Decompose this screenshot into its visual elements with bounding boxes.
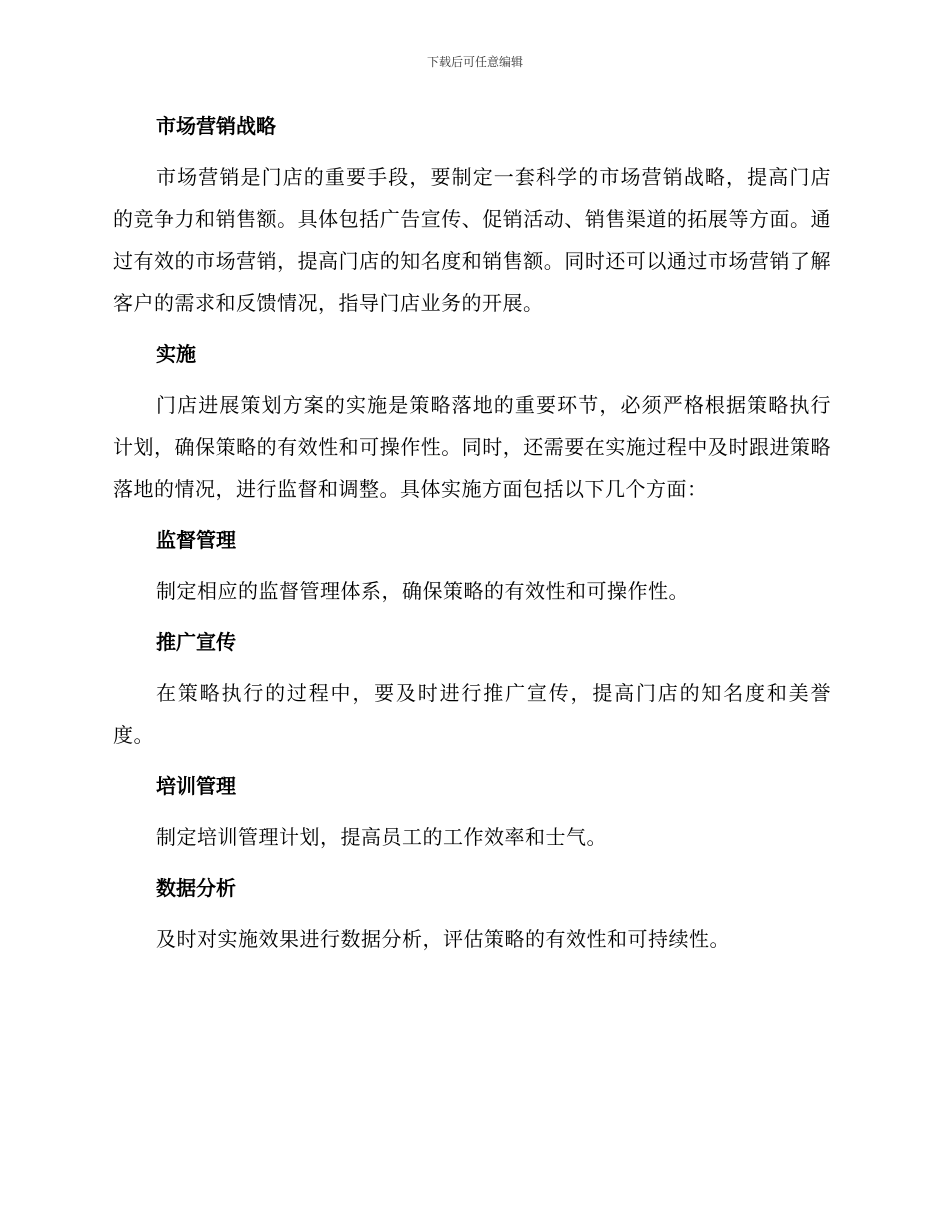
document-body — [113, 108, 831, 960]
section-implementation — [113, 336, 831, 522]
section-heading: 市场营销战略 — [156, 114, 276, 138]
section-heading: 数据分析 — [156, 876, 236, 900]
section-supervision-management — [113, 522, 831, 624]
section-data-analysis — [113, 870, 831, 960]
section-paragraph: 制定培训管理计划，提高员工的工作效率和士气。 — [156, 825, 607, 849]
section-heading: 推广宣传 — [156, 630, 236, 654]
page-header: 下载后可任意编辑 — [426, 55, 523, 69]
section-heading: 培训管理 — [156, 774, 236, 798]
section-marketing-strategy — [113, 108, 831, 336]
section-training-management — [113, 768, 831, 870]
section-promotion — [113, 624, 831, 768]
section-paragraph: 制定相应的监督管理体系，确保策略的有效性和可操作性。 — [156, 579, 689, 603]
section-heading: 实施 — [156, 342, 196, 366]
section-paragraph: 门店进展策划方案的实施是策略落地的重要环节，必须严格根据策略执行计划，确保策略的有效性和可操作性。同时，还需要在实施过程中及时跟进策略落地的情况，进行监督和调整。具体实施方面包括以下几个方面： — [113, 393, 831, 501]
section-paragraph: 市场营销是门店的重要手段，要制定一套科学的市场营销战略，提高门店的竞争力和销售额。具体包括广告宣传、促销活动、销售渠道的拓展等方面。通过有效的市场营销，提高门店的知名度和销售额。同时还可以通过市场营销了解客户的需求和反馈情况，指导门店业务的开展。 — [113, 165, 831, 315]
section-paragraph: 及时对实施效果进行数据分析，评估策略的有效性和可持续性。 — [156, 927, 730, 951]
section-paragraph: 在策略执行的过程中，要及时进行推广宣传，提高门店的知名度和美誉度。 — [113, 681, 831, 747]
section-heading: 监督管理 — [156, 528, 236, 552]
